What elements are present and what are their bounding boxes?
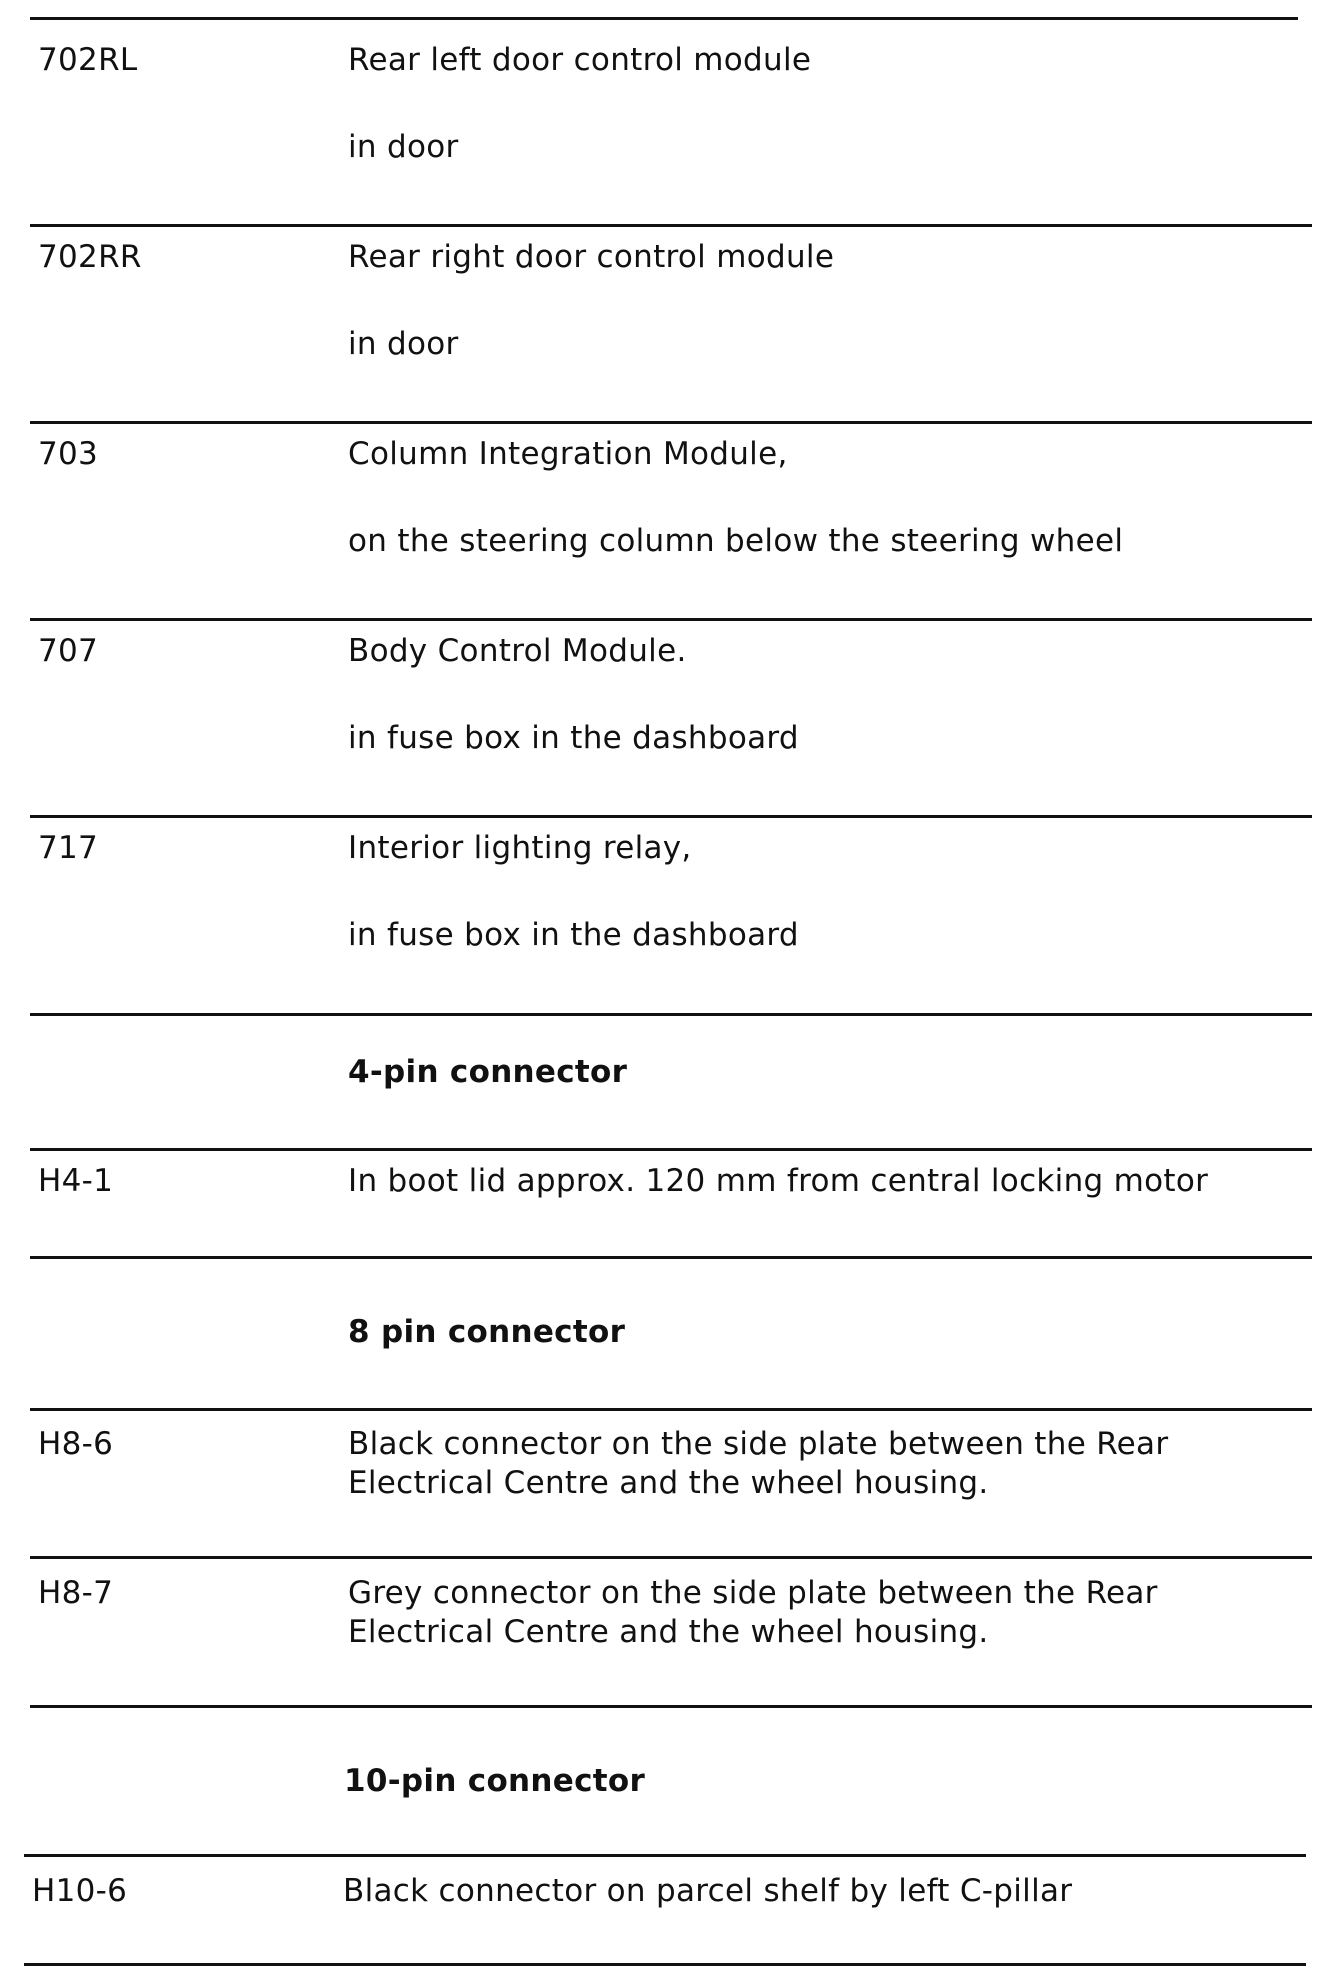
section-heading-10pin: 10-pin connector (344, 1763, 646, 1799)
connector-location: Black connector on parcel shelf by left C-pillar (343, 1873, 1073, 1909)
table-rule (30, 224, 1312, 227)
component-location: on the steering column below the steering wheel (348, 523, 1124, 559)
component-code: 702RL (38, 42, 138, 78)
component-name: Body Control Module. (348, 633, 687, 669)
component-code: 702RR (38, 239, 142, 275)
connector-location: Grey connector on the side plate between the Rear (348, 1575, 1158, 1611)
table-rule (30, 618, 1312, 621)
table-rule (24, 1963, 1306, 1966)
component-name: Rear left door control module (348, 42, 812, 78)
table-rule (30, 815, 1312, 818)
table-rule (30, 1556, 1312, 1559)
component-name: Column Integration Module, (348, 436, 788, 472)
connector-location-cont: Electrical Centre and the wheel housing. (348, 1465, 989, 1501)
connector-code: H10-6 (32, 1873, 128, 1909)
component-code: 717 (38, 830, 99, 866)
component-location: in door (348, 326, 459, 362)
connector-location: In boot lid approx. 120 mm from central locking motor (348, 1163, 1209, 1199)
connector-code: H8-7 (38, 1575, 114, 1611)
component-code: 703 (38, 436, 99, 472)
section-heading-4pin: 4-pin connector (348, 1054, 628, 1090)
table-rule (30, 17, 1298, 20)
component-location: in fuse box in the dashboard (348, 720, 799, 756)
table-rule (30, 1013, 1312, 1016)
table-rule (30, 421, 1312, 424)
table-rule (30, 1408, 1312, 1411)
table-rule (30, 1148, 1312, 1151)
component-location: in fuse box in the dashboard (348, 917, 799, 953)
table-rule (30, 1256, 1312, 1259)
connector-location-cont: Electrical Centre and the wheel housing. (348, 1614, 989, 1650)
connector-location: Black connector on the side plate between the Rear (348, 1426, 1169, 1462)
connector-code: H4-1 (38, 1163, 114, 1199)
table-rule (30, 1705, 1312, 1708)
table-rule (24, 1854, 1306, 1857)
component-name: Rear right door control module (348, 239, 835, 275)
component-code: 707 (38, 633, 99, 669)
section-heading-8pin: 8 pin connector (348, 1314, 626, 1350)
connector-code: H8-6 (38, 1426, 114, 1462)
component-name: Interior lighting relay, (348, 830, 692, 866)
component-location: in door (348, 129, 459, 165)
